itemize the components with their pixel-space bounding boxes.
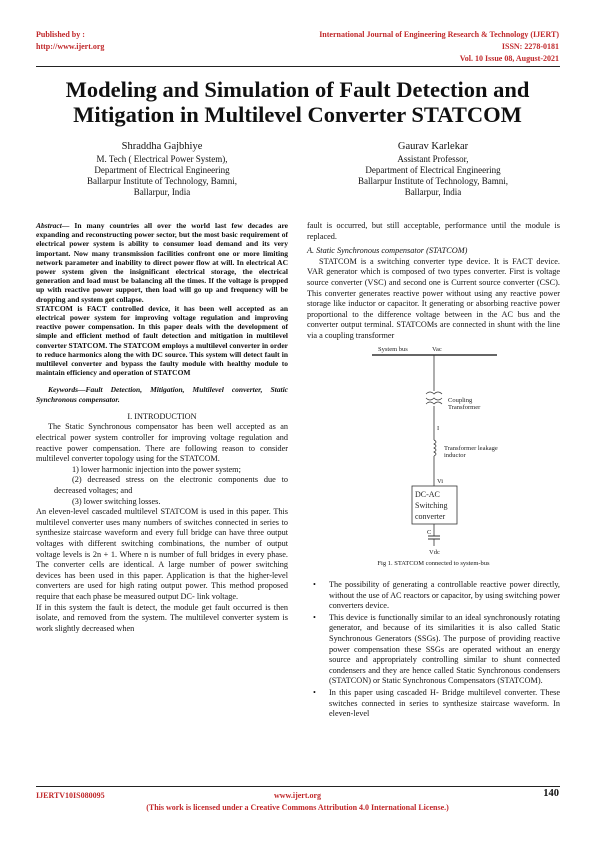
converter-label-2: Switching (415, 501, 448, 510)
current-label: I (437, 425, 440, 432)
capacitor-label: C (427, 529, 432, 536)
journal-url-link[interactable]: http://www.ijert.org (36, 42, 105, 51)
journal-name: International Journal of Engineering Research & Technology (IJERT) (319, 30, 559, 39)
right-paragraph-0: fault is occurred, but still acceptable, performance until the module is replaced. (307, 221, 560, 241)
footer-url-link[interactable]: www.ijert.org (273, 791, 322, 800)
vac-label: Vac (432, 346, 442, 353)
author-affiliation-line: M. Tech ( Electrical Power System), (96, 154, 228, 164)
intro-list-item: 1) lower harmonic injection into the power system; (72, 464, 241, 474)
bullet-item: • The possibility of generating a controllable reactive power directly, without the use of AC reactors or capacitor, by using switching power converters device. (313, 580, 560, 611)
statcom-figure (372, 346, 512, 558)
author-block-2 (333, 140, 533, 198)
section-heading-introduction: I. INTRODUCTION (127, 411, 197, 421)
publisher-label: Published by : (36, 30, 85, 39)
paper-id: IJERTV10IS080095 (36, 791, 105, 800)
author-affiliation-line: Ballarpur Institute of Technology, Bamni, (357, 176, 509, 186)
footer-rule (36, 786, 560, 787)
converter-label-3: converter (415, 512, 446, 521)
bullet-item: • This device is functionally similar to an ideal synchronously rotating generator, and because of its similarities it is also called Static Synchronous Generators (SSGs). The purpose of providing reactive power compensation these SSGs are operated without an energy source and appropriately controlling similar to shunt connected condensers and they are hence called Static Synchronous condensers (STATCON) or Static Synchronous Compensators (STATCOM). (313, 612, 560, 686)
subsection-heading: A. Static Synchronous compensator (STATCOM) (307, 246, 468, 256)
author-block-1 (62, 140, 262, 198)
intro-paragraph-3: If in this system the fault is detect, the module get fault occurred is then isolate, and removed from the system. The multilevel converter system is work slightly decreased when (36, 602, 288, 633)
left-column (36, 221, 288, 634)
page-number: 140 (543, 788, 559, 799)
abstract-paragraph-1: In many countries all over the world last few decades are expanding and reconstructing power sector, but the most basic requirement of electrical power system is ability to consumer load demand and its very important. Now many transmission facilities confront one or more limiting network parameter and inability to direct power flow at will. In electrical AC power system given the insignificant electrical storage, the electrical generation and load must be balancing all the times. If the voltage is propped up with reactive power support, then load will go up and frequency will be dropping and system get collapse. (36, 221, 288, 304)
statcom-paragraph: STATCOM is a switching converter type device. It is FACT device. VAR generator which is composed of two types converter. First is voltage source converter (VSC) and second one is Current source converter (CSC). This converter generates reactive power without using any reactive power storage like inductor or capacitor. It generating or absorbing reactive power proportional to the difference voltage between in the AC bus and the converter output terminal. STATCOMs are connected in shunt with the line via a coupling transformer (307, 256, 560, 340)
header-rule (36, 66, 560, 67)
author-affiliation-line: Assistant Professor, (397, 154, 469, 164)
license-note: (This work is licensed under a Creative Commons Attribution 4.0 International License.) (146, 803, 449, 812)
author-name: Gaurav Karlekar (397, 141, 469, 152)
abstract-label: Abstract— (36, 221, 70, 230)
right-column (307, 221, 560, 342)
paper-title: Modeling and Simulation of Fault Detection and Mitigation in Multilevel Converter STATCOM (65, 77, 530, 127)
system-bus-label: System bus (378, 346, 408, 353)
intro-list-item: (2) decreased stress on the electronic components due to decreased voltages; and (54, 475, 288, 496)
author-affiliation-line: Ballarpur, India (133, 187, 191, 197)
coupling-label-2: Transformer (448, 404, 481, 411)
author-affiliation-line: Department of Electrical Engineering (365, 165, 501, 175)
author-affiliation-line: Department of Electrical Engineering (94, 165, 230, 175)
intro-list-item: (3) lower switching losses. (72, 496, 161, 506)
keywords: Keywords—Fault Detection, Mitigation, Multilevel converter, Static Synchronous compensator. (36, 385, 288, 404)
leakage-label-1: Transformer leakage (444, 445, 498, 452)
coupling-label-1: Coupling (448, 397, 473, 404)
converter-label-1: DC-AC (415, 490, 440, 499)
author-name: Shraddha Gajbhiye (121, 141, 203, 152)
leakage-label-2: inductor (444, 452, 466, 459)
bullet-item: • In this paper using cascaded H- Bridge multilevel converter. These switches connected in series to synthesize staircase waveform. In eleven-level (313, 687, 560, 719)
vi-label: Vi (437, 478, 444, 485)
volume-issue: Vol. 10 Issue 08, August-2021 (459, 54, 559, 63)
leakage-inductor-symbol (434, 440, 436, 456)
vdc-label: Vdc (429, 549, 440, 556)
coupling-transformer-symbol (426, 392, 442, 404)
intro-paragraph-1: The Static Synchronous compensator has been well accepted as an electrical power system controller for improving voltage regulation and reactive power compensation. There are following reason to consider multilevel converter topology using for the STATCOM. (36, 422, 288, 464)
bullet-list (307, 580, 560, 721)
figure-caption: Fig 1. STATCOM connected to system-bus (377, 560, 490, 567)
issn: ISSN: 2278-0181 (501, 42, 559, 51)
author-affiliation-line: Ballarpur Institute of Technology, Bamni, (86, 176, 238, 186)
abstract-paragraph-2: STATCOM is FACT controlled device, it has been well accepted as an electrical power system for improving voltage regulation and improving reactive power compensation. In this paper deals with the development of simple and efficient method of fault detection and mitigation in multilevel converter STATCOM. The STATCOM employs a multilevel converter in order to reduce harmonics along the with DC source. This system will detect fault in multilevel converter and bypass the faulty module with healthy module to maintain efficiency and operation of STATCOM (36, 303, 288, 378)
intro-paragraph-2: An eleven-level cascaded multilevel STATCOM is used in this paper. This multilevel converter uses many numbers of switches connected in series to synthesize staircase waveform and every full bridge can have three output voltages with different switching combinations, the number of output voltage levels is 2n + 1. Where n is number of full bridges in every phase. The converter cells are identical. A large number of power switching devices has been used in this paper. Application is that the higher-level converters are used for high rating output power. This method proposed require that each phase be measured output DC- link voltage. (36, 507, 288, 601)
abstract (36, 221, 288, 377)
author-affiliation-line: Ballarpur, India (404, 187, 462, 197)
